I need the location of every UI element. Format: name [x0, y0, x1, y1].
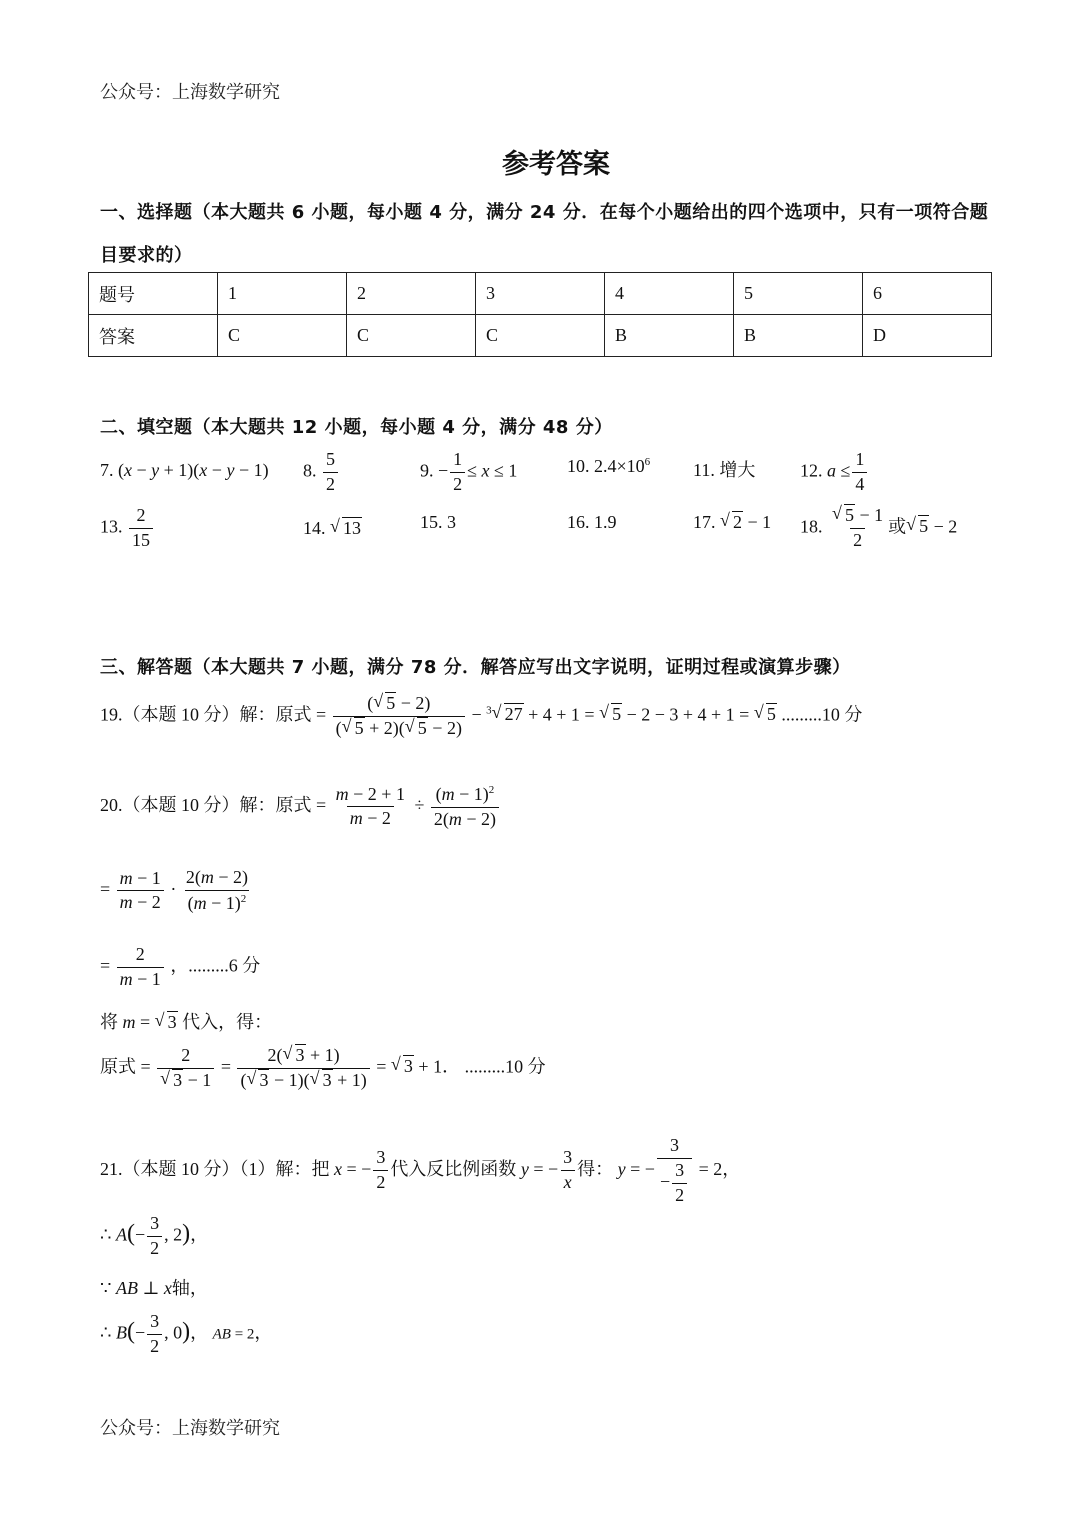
- table-cell: 2: [347, 273, 476, 315]
- q21-perpendicular: ∵ AB ⊥ x轴，: [100, 1278, 208, 1298]
- answer-10-label: 10. 2.4×10: [567, 456, 645, 476]
- table-row: [89, 315, 992, 357]
- answer-10-exponent: 6: [644, 456, 651, 468]
- footer-text: 公众号：上海数学研究: [100, 1418, 280, 1438]
- answer-14: 14. √ 13: [303, 518, 362, 539]
- question-19: 19.（本题 10 分）解：原式 = $\frac{(√ 5 - 2)}{(√ 5 + 2)(√ 5 - 2)}$ − $^3$√ 27 + 4 + 1 = √ 5 − 2 − 3 + 4 + 1 = √ 5 .........10 分: [100, 694, 862, 739]
- q20-result-label: 原式: [100, 1056, 136, 1077]
- q20-substitute-pre: 将: [100, 1012, 118, 1032]
- q21-axis: 轴，: [171, 1278, 208, 1298]
- table-header-cell: 题号: [89, 273, 218, 315]
- answer-11: 11. 增大: [693, 460, 756, 480]
- header-text: 公众号：上海数学研究: [100, 82, 280, 102]
- q20-substitute: 将 m = √ 3 代入，得：: [100, 1008, 272, 1034]
- answer-7-label: 7.: [100, 460, 114, 480]
- answer-7: 7. (x − y + 1)(x − y − 1): [100, 460, 269, 480]
- q20-label: 20.（本题 10 分）解：原式: [100, 794, 312, 815]
- therefore-symbol: ∴: [100, 1224, 112, 1245]
- q20-step-2: = $\frac{m - 1}{m - 2}$ · $\frac{2(m - 2)}{(m - 1)^2}$: [100, 867, 248, 913]
- q20-score-10: ． .........10 分: [442, 1056, 546, 1077]
- q20-result: 原式 = 2 √ 3 − 1 = $\frac{2(√ 3 + 1)}{(√ 3 - 1)(√ 3 + 1)}$ = √ 3 + 1． .........10 分: [100, 1046, 546, 1091]
- table-cell: C: [218, 315, 347, 357]
- answer-13-label: 13.: [100, 516, 123, 537]
- table-header-cell: 答案: [89, 315, 218, 357]
- table-cell: 5: [734, 273, 863, 315]
- answer-18-or: 或: [888, 516, 907, 537]
- answer-table: [88, 272, 992, 357]
- q21-point-b: ∴ B(− $\frac{3}{2}$ , 0)， AB = 2，: [100, 1311, 273, 1356]
- table-cell: D: [863, 315, 992, 357]
- answer-8-label: 8.: [303, 460, 317, 481]
- answer-14-label: 14.: [303, 518, 326, 538]
- q19-score: .........10 分: [781, 704, 863, 725]
- because-symbol: ∵: [100, 1278, 112, 1298]
- section1-line1: 一、选择题（本大题共 6 小题，每小题 4 分，满分 24 分．在每个小题给出的四个选项中，只有一项符合题: [100, 202, 989, 223]
- q21-get: 得：: [577, 1158, 614, 1179]
- answer-18-label: 18.: [800, 516, 823, 537]
- table-cell: C: [347, 315, 476, 357]
- q20-substitute-post: 代入，得：: [182, 1012, 273, 1032]
- answer-13: 13. $\frac{2}{15}$: [100, 506, 155, 551]
- answer-12: 12. a ≤ $\frac{1}{4}$: [800, 450, 869, 495]
- table-cell: B: [734, 315, 863, 357]
- question-21: 21.（本题 10 分）（1）解：把 x = − $\frac{3}{2}$ 代入反比例函数 y = − $\frac{3}{x}$ 得： y = − 3 − $\frac{3}{2}$ = 2，: [100, 1135, 741, 1205]
- section2-heading: 二、填空题（本大题共 12 小题，每小题 4 分，满分 48 分）: [100, 417, 613, 438]
- answer-17: 17. √ 2 − 1: [693, 512, 771, 533]
- q21-mid: 代入反比例函数: [390, 1158, 517, 1179]
- answer-16: 16. 1.9: [567, 512, 617, 532]
- table-cell: 6: [863, 273, 992, 315]
- answer-8: 8. $\frac{5}{2}$: [303, 450, 340, 495]
- q21-point-a: ∴ A(− $\frac{3}{2}$ , 2)，: [100, 1213, 209, 1258]
- question-20: 20.（本题 10 分）解：原式 = $\frac{m - 2 + 1}{m - 2}$ ÷ $\frac{(m - 1)^2}{2(m - 2)}$: [100, 784, 501, 830]
- table-cell: 1: [218, 273, 347, 315]
- table-cell: 4: [605, 273, 734, 315]
- answer-9: 9. − $\frac{1}{2}$ ≤ x ≤ 1: [420, 449, 518, 494]
- q19-label: 19.（本题 10 分）解：原式: [100, 704, 312, 725]
- q20-score-6: ，.........6 分: [170, 955, 261, 976]
- q21-label: 21.（本题 10 分）（1）解：把: [100, 1158, 330, 1179]
- answer-10: [567, 456, 650, 477]
- answer-18: 18. √ $\frac{5 - 1}{2}$ 或√ 5 − 2: [800, 506, 957, 551]
- q20-step-3: = $\frac{2}{m - 1}$ ，.........6 分: [100, 944, 261, 989]
- answer-15: 15. 3: [420, 512, 456, 532]
- answer-17-label: 17.: [693, 512, 716, 532]
- therefore-symbol: ∴: [100, 1322, 112, 1343]
- answer-12-label: 12.: [800, 460, 823, 481]
- answer-9-label: 9.: [420, 460, 434, 481]
- table-cell: 3: [476, 273, 605, 315]
- table-cell: B: [605, 315, 734, 357]
- table-row: [89, 273, 992, 315]
- section1-line2: 目要求的）: [100, 245, 193, 266]
- table-cell: C: [476, 315, 605, 357]
- section3-heading: 三、解答题（本大题共 7 小题，满分 78 分．解答应写出文字说明，证明过程或演算步骤）: [100, 657, 851, 678]
- page-title: 参考答案: [502, 149, 610, 180]
